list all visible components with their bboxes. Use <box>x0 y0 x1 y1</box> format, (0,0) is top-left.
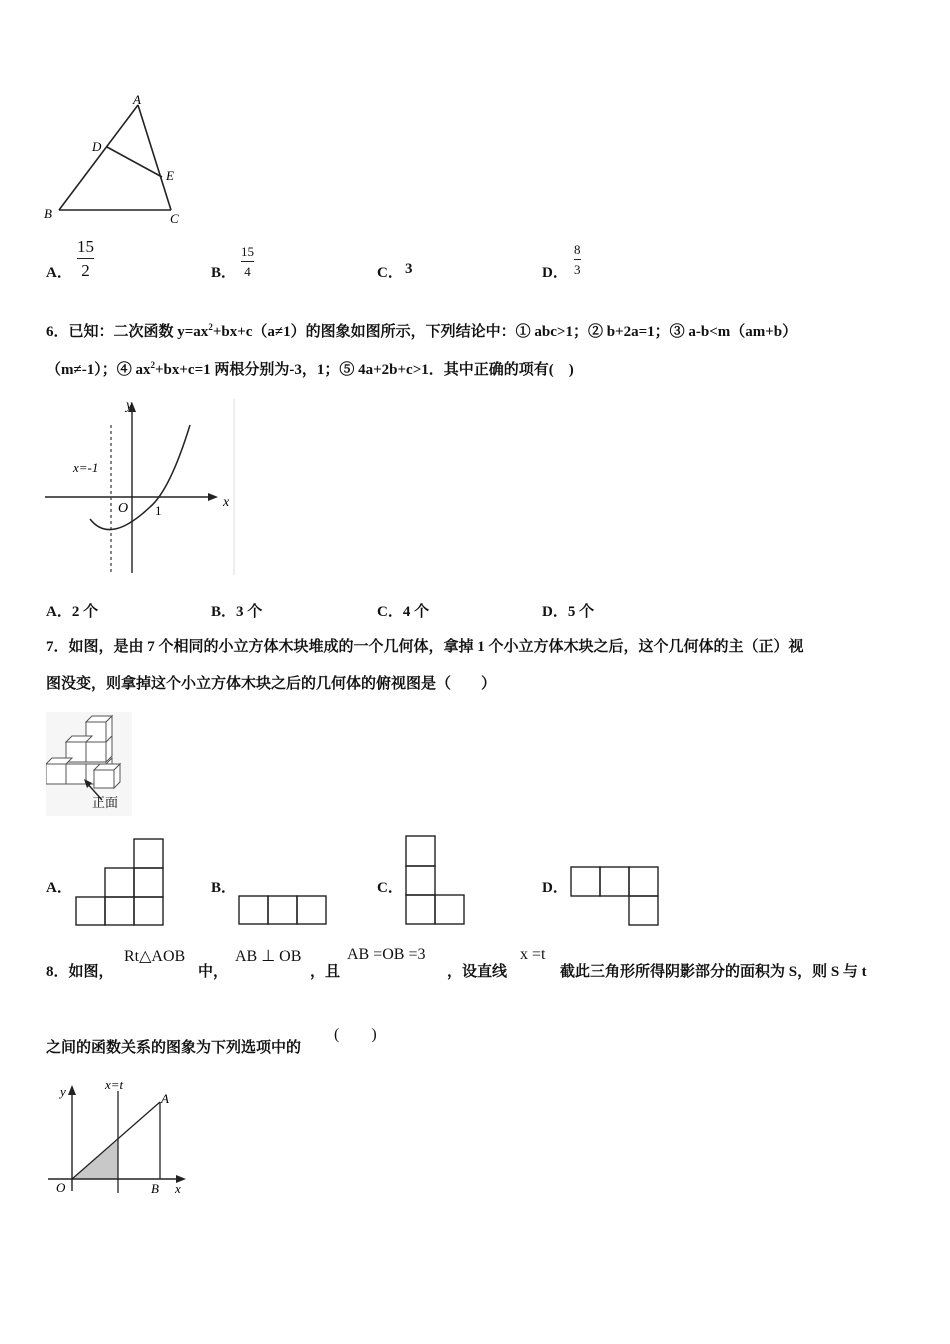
fraction-bar <box>77 258 94 259</box>
fraction-denominator: 2 <box>81 261 90 280</box>
x-axis-arrow-icon <box>208 493 218 501</box>
label-d: D <box>92 139 102 154</box>
q6-parabola-graph <box>40 395 240 580</box>
front-view-label: 正面 <box>92 796 119 811</box>
fraction-denominator: 3 <box>574 262 581 277</box>
q8-eq-lengths: AB =OB =3 <box>347 946 426 963</box>
grid-cell <box>134 839 163 868</box>
label-b: B <box>44 206 52 221</box>
q5-option-c-letter[interactable]: C． <box>377 265 403 281</box>
q7-option-c-top-view <box>403 834 469 928</box>
grid-cell <box>297 896 326 924</box>
grid-cell <box>406 836 435 866</box>
label-e: E <box>166 168 174 183</box>
grid-cell <box>600 867 629 896</box>
label-origin: O <box>118 501 129 516</box>
q8-text-line: ，设直线 <box>447 964 508 980</box>
y-axis-arrow-icon <box>68 1085 76 1095</box>
q8-question-line2: 之间的函数关系的图象为下列选项中的 <box>46 1040 302 1056</box>
grid-cell <box>239 896 268 924</box>
q7-option-b[interactable]: B． <box>211 880 237 896</box>
grid-cell <box>406 866 435 895</box>
q6-line1-part-b: +bx+c（a≠1）的图象如图所示，下列结论中：① abc>1；② b+2a=1；③ a-b<m（am+b） <box>212 324 798 340</box>
q6-option-c[interactable]: C．4 个 <box>377 604 430 620</box>
q8-triangle-graph <box>40 1075 200 1205</box>
q7-option-d[interactable]: D． <box>542 880 568 896</box>
fraction-numerator: 8 <box>574 242 581 257</box>
label-x-equals-t: x=t <box>105 1077 124 1092</box>
q5-option-a-fraction <box>77 238 94 279</box>
label-x: x <box>175 1181 181 1196</box>
q7-option-b-top-view <box>236 893 332 927</box>
label-y: y <box>60 1084 66 1099</box>
q5-option-b-fraction <box>241 245 254 278</box>
q6-line1-superscript: 2 <box>208 322 213 332</box>
q7-option-a[interactable]: A． <box>46 880 72 896</box>
q8-text-suffix: 截此三角形所得阴影部分的面积为 S，则 S 与 t <box>560 964 867 980</box>
q8-prefix: 8．如图， <box>46 964 114 980</box>
cube-front-face <box>66 764 86 784</box>
fraction-denominator: 4 <box>244 264 251 279</box>
label-o: O <box>56 1180 66 1195</box>
q7-option-d-top-view <box>568 864 664 928</box>
q7-option-c[interactable]: C． <box>377 880 403 896</box>
cube-front-face <box>46 764 66 784</box>
grid-cell <box>435 895 464 924</box>
q6-line2-part-b: +bx+c=1 两根分别为-3，1；⑤ 4a+2b+c>1．其中正确的项有( ) <box>154 362 574 378</box>
q6-option-a[interactable]: A．2 个 <box>46 604 99 620</box>
label-one: 1 <box>155 503 162 518</box>
q8-text-qie: ，且 <box>310 964 341 980</box>
q5-option-d-fraction <box>574 243 581 276</box>
q6-option-b[interactable]: B．3 个 <box>211 604 263 620</box>
q7-question-line2: 图没变，则拿掉这个小立方体木块之后的几何体的俯视图是（ ） <box>46 676 497 692</box>
label-b: B <box>151 1181 159 1196</box>
q5-triangle-figure <box>40 92 200 232</box>
side-ac <box>138 105 171 210</box>
q6-line1-part-a: 6．已知：二次函数 y=ax <box>46 324 209 340</box>
fraction-numerator: 15 <box>77 237 94 256</box>
q8-text-zhong: 中， <box>198 964 229 980</box>
grid-cell <box>629 896 658 925</box>
q8-eq-perpendicular: AB ⊥ OB <box>235 948 302 965</box>
cube-front-face <box>86 742 106 762</box>
grid-cell <box>105 897 134 925</box>
label-y: y <box>126 398 133 413</box>
segment-de <box>107 147 162 177</box>
fraction-numerator: 15 <box>241 244 254 259</box>
q7-question-line1: 7．如图，是由 7 个相同的小立方体木块堆成的一个几何体，拿掉 1 个小立方体木块之后，这个几何体的主（正）视 <box>46 639 804 655</box>
cube-front-face <box>94 770 114 788</box>
q5-option-c-value: 3 <box>405 261 413 277</box>
q6-question-line2 <box>46 358 574 379</box>
grid-cell <box>134 897 163 925</box>
parabola-curve <box>90 425 190 530</box>
grid-cell <box>134 868 163 897</box>
q8-eq-x-equals-t: x =t <box>520 946 546 963</box>
q8-answer-paren: ( ) <box>334 1026 377 1043</box>
grid-cell <box>76 897 105 925</box>
label-x: x <box>223 495 230 510</box>
q6-option-d[interactable]: D．5 个 <box>542 604 595 620</box>
q7-option-a-top-view <box>72 837 167 927</box>
fraction-bar <box>574 259 581 260</box>
grid-cell <box>571 867 600 896</box>
label-c: C <box>170 211 179 226</box>
grid-cell <box>105 868 134 897</box>
label-symmetry-axis: x=-1 <box>73 460 99 475</box>
q5-option-b-letter[interactable]: B． <box>211 265 237 281</box>
q8-eq-rt-aob: Rt△AOB <box>124 948 186 965</box>
grid-cell <box>629 867 658 896</box>
q7-cube-stack-figure <box>46 712 132 816</box>
q5-option-d-letter[interactable]: D． <box>542 265 568 281</box>
grid-cell <box>268 896 297 924</box>
q6-question-line1 <box>46 320 797 341</box>
q6-line2-part-a: （m≠-1）；④ ax <box>46 362 151 378</box>
fraction-bar <box>241 261 254 262</box>
label-a: A <box>161 1091 169 1106</box>
q6-line2-superscript: 2 <box>150 360 155 370</box>
label-a: A <box>133 92 141 107</box>
q5-option-a-letter[interactable]: A． <box>46 265 72 281</box>
cube-stack-drawing <box>46 712 132 816</box>
grid-cell <box>406 895 435 924</box>
